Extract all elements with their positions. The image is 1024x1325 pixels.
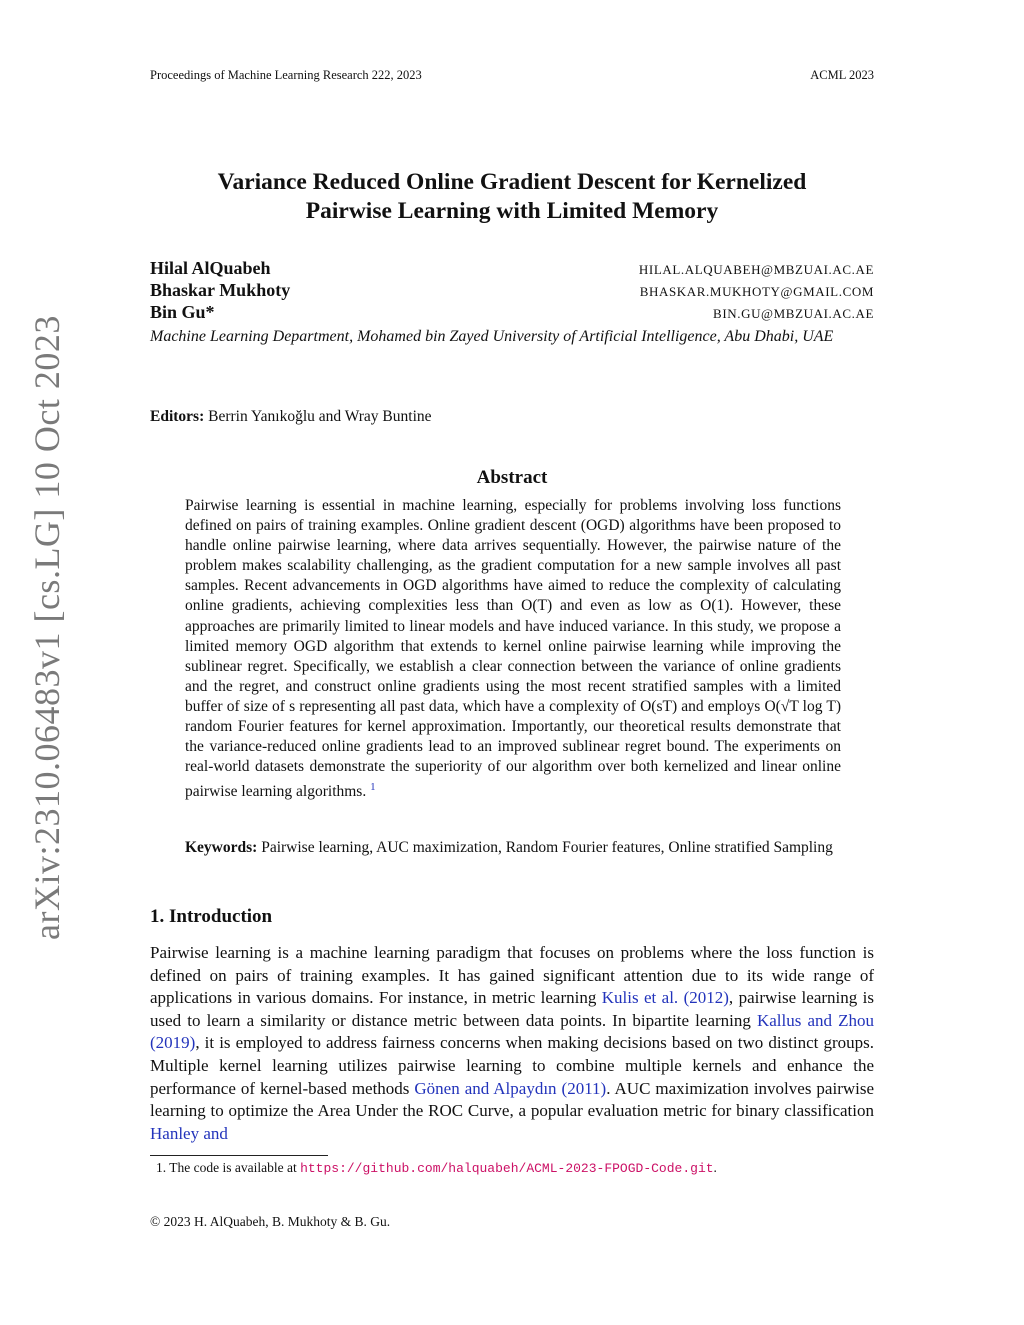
author-email[interactable]: BHASKAR.MUKHOTY@GMAIL.COM [639,284,874,299]
paper-title [120,168,904,226]
abstract-body [185,496,841,803]
keywords-text: Pairwise learning, AUC maximization, Random Fourier features, Online stratified Sampling [261,839,833,856]
author-name: Bhaskar Mukhoty [150,280,291,300]
keywords-label: Keywords: [185,839,258,856]
intro-text: , pairwise learning is used to learn a similarity or distance metric between data points. In bipartite learning [150,988,874,1030]
intro-text: Pairwise learning is a machine learning paradigm that focuses on problems where the loss function is defined on pairs of training examples. It has gained significant attention due to its wide range of applications in various domains. For instance, in metric learning [150,943,874,1008]
footnote-divider [150,1155,328,1156]
title-line-1: Variance Reduced Online Gradient Descent for Kernelized [217,169,807,195]
affiliation: Machine Learning Department, Mohamed bin Zayed University of Artificial Intelligence, Abu Dhabi, UAE [150,328,834,345]
code-repository-link[interactable]: https://github.com/halquabeh/ACML-2023-FPOGD-Code.git [300,1161,714,1176]
author-row [150,258,874,280]
author-row [150,302,874,324]
running-header [150,68,874,83]
intro-text: . AUC maximization involves pairwise learning to optimize the Area Under the ROC Curve, a popular evaluation metric for binary classification [150,1078,875,1121]
citation-link[interactable]: Kallus and Zhou (2019) [150,1010,874,1053]
author-row [150,280,874,302]
venue-text: Proceedings of Machine Learning Research 222, 2023 [150,68,422,82]
citation-link[interactable]: Hanley and [150,1123,228,1143]
intro-text: , it is employed to address fairness concerns when making decisions based on two distinct groups. Multiple kernel learning utilizes pairwise learning to combine multiple kernels and enhance the performance of kernel-based methods [150,1033,874,1098]
footnote [156,1160,874,1176]
author-email[interactable]: HILAL.ALQUABEH@MBZUAI.AC.AE [638,262,874,277]
abstract-text: Pairwise learning is essential in machine learning, especially for problems involving loss functions defined on pairs of training examples. Online gradient descent (OGD) algorithms have been proposed to handle online pairwise learning, where data arrives sequentially. However, the pairwise nature of the problem makes scalability challenging, as the gradient computation for a new sample involves all past samples. Recent advancements in OGD algorithms have aimed to reduce the complexity of calculating online gradients, achieving complexities less than O(T) and even as low as O(1). However, these approaches are primarily limited to linear models and have induced variance. In this study, we propose a limited memory OGD algorithm that extends to kernel online pairwise learning while improving the sublinear regret. Specifically, we establish a clear connection between the variance of online gradients and the regret, and construct online gradients using the most recent stratified samples with a limited buffer of size of s representing all past data, which have a complexity of O(sT) and employs O(√T log T) random Fourier features for kernel approximation. Importantly, our theoretical results demonstrate that the variance-reduced online gradients lead to an improved sublinear regret bound. The experiments on real-world datasets demonstrate the superiority of our algorithm over both kernelized and linear online pairwise learning algorithms. [185,497,841,801]
copyright-notice: © 2023 H. AlQuabeh, B. Mukhoty & B. Gu. [150,1214,391,1229]
editors-label: Editors: [150,408,205,425]
author-email[interactable]: BIN.GU@MBZUAI.AC.AE [713,306,874,321]
citation-link[interactable]: Kulis et al. (2012) [601,988,729,1008]
title-line-2: Pairwise Learning with Limited Memory [305,198,719,224]
editors-line [150,408,874,426]
conference-text: ACML 2023 [810,68,874,82]
author-name: Bin Gu* [150,302,215,322]
author-block [150,258,874,348]
abstract-heading: Abstract [476,467,548,488]
editors-names: Berrin Yanıkoğlu and Wray Buntine [208,408,432,425]
keywords [185,838,841,858]
citation-link[interactable]: Gönen and Alpaydın (2011) [414,1078,607,1098]
section-heading-introduction: 1. Introduction [150,906,273,927]
author-name: Hilal AlQuabeh [150,258,271,278]
footnote-end: . [713,1160,717,1175]
footnote-link[interactable]: 1 [370,781,376,794]
footnote-text: 1. The code is available at [156,1160,301,1175]
introduction-paragraph [150,942,874,1145]
arxiv-identifier: arXiv:2310.06483v1 [cs.LG] 10 Oct 2023 [27,315,67,940]
